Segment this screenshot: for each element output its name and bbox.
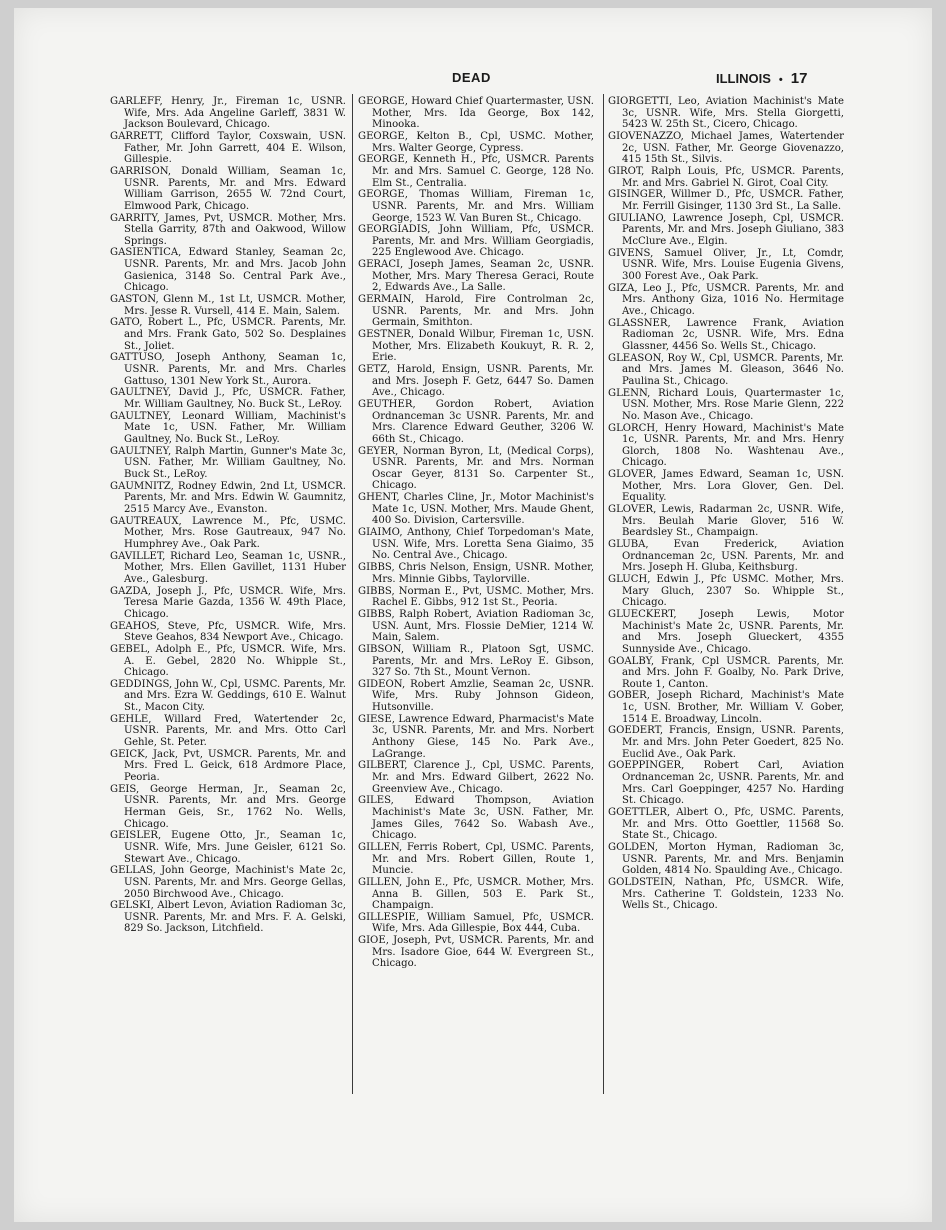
casualty-entry: GIROT, Ralph Louis, Pfc, USMCR. Parents, Mr. and Mrs. Gabriel N. Girot, Coal City.	[608, 165, 844, 189]
casualty-entry: GAULTNEY, Leonard William, Machinist's Mate 1c, USN. Father, Mr. William Gaultney, No. Buck St., LeRoy.	[110, 410, 346, 445]
casualty-entry: GETZ, Harold, Ensign, USNR. Parents, Mr. and Mrs. Joseph F. Getz, 6447 So. Damen Ave., Chicago.	[358, 364, 594, 399]
casualty-entry: GOALBY, Frank, Cpl USMCR. Parents, Mr. and Mrs. John F. Goalby, No. Park Drive, Route 1, Canton.	[608, 655, 844, 690]
casualty-entry: GEHLE, Willard Fred, Watertender 2c, USNR. Parents, Mr. and Mrs. Otto Carl Gehle, St. Peter.	[110, 713, 346, 749]
casualty-entry: GASIENTICA, Edward Stanley, Seaman 2c, USNR. Parents, Mr. and Mrs. Jacob John Gasienica, 3148 So. Central Park Ave., Chicago.	[110, 247, 346, 294]
casualty-entry: GEISLER, Eugene Otto, Jr., Seaman 1c, USNR. Wife, Mrs. June Geisler, 6121 So. Stewart Ave., Chicago.	[110, 830, 346, 865]
casualty-entry: GIOVENAZZO, Michael James, Watertender 2c, USN. Father, Mr. George Giovenazzo, 415 15th St., Silvis.	[608, 130, 844, 166]
casualty-entry: GEORGE, Kelton B., Cpl, USMC. Mother, Mrs. Walter George, Cypress.	[358, 130, 594, 154]
casualty-entry: GOEPPINGER, Robert Carl, Aviation Ordnanceman 2c, USNR. Parents, Mr. and Mrs. Carl Goeppinger, 4257 No. Harding St. Chicago.	[608, 760, 844, 807]
casualty-entry: GARLEFF, Henry, Jr., Fireman 1c, USNR. Wife, Mrs. Ada Angeline Garleff, 3831 W. Jackson Boulevard, Chicago.	[110, 96, 346, 131]
casualty-entry: GOEDERT, Francis, Ensign, USNR. Parents, Mr. and Mrs. John Peter Goedert, 825 No. Euclid Ave., Oak Park.	[608, 725, 844, 760]
casualty-entry: GAVILLET, Richard Leo, Seaman 1c, USNR., Mother, Mrs. Ellen Gavillet, 1131 Huber Ave., Galesburg.	[110, 550, 346, 585]
casualty-entry: GARRETT, Clifford Taylor, Coxswain, USN. Father, Mr. John Garrett, 404 E. Wilson, Gillespie.	[110, 130, 346, 166]
casualty-entry: GLUECKERT, Joseph Lewis, Motor Machinist's Mate 2c, USNR. Parents, Mr. and Mrs. Joseph Glueckert, 4355 Sunnyside Ave., Chicago.	[608, 608, 844, 655]
casualty-entry: GIZA, Leo J., Pfc, USMCR. Parents, Mr. and Mrs. Anthony Giza, 1016 No. Hermitage Ave., Chicago.	[608, 282, 844, 317]
casualty-entry: GIOE, Joseph, Pvt, USMCR. Parents, Mr. and Mrs. Isadore Gioe, 644 W. Evergreen St., Chicago.	[358, 935, 594, 970]
casualty-entry: GIBBS, Ralph Robert, Aviation Radioman 3c, USN. Aunt, Mrs. Flossie DeMier, 1214 W. Main, Salem.	[358, 608, 594, 644]
casualty-entry: GLASSNER, Lawrence Frank, Aviation Radioman 2c, USNR. Wife, Mrs. Edna Glassner, 4456 So. Wells St., Chicago.	[608, 317, 844, 352]
casualty-entry: GEORGE, Kenneth H., Pfc, USMCR. Parents Mr. and Mrs. Samuel C. George, 128 No. Elm St., Centralia.	[358, 154, 594, 189]
casualty-entry: GIDEON, Robert Amzlie, Seaman 2c, USNR. Wife, Mrs. Ruby Johnson Gideon, Hutsonville.	[358, 678, 594, 714]
casualty-entry: GEDDINGS, John W., Cpl, USMC. Parents, Mr. and Mrs. Ezra W. Geddings, 610 E. Walnut St., Macon City.	[110, 678, 346, 714]
casualty-entry: GEORGE, Thomas William, Fireman 1c, USNR. Parents, Mr. and Mrs. William George, 1523 W. Van Buren St., Chicago.	[358, 189, 594, 224]
casualty-entry: GARRITY, James, Pvt, USMCR. Mother, Mrs. Stella Garrity, 87th and Oakwood, Willow Springs.	[110, 212, 346, 247]
casualty-entry: GLOVER, James Edward, Seaman 1c, USN. Mother, Mrs. Lora Glover, Gen. Del. Equality.	[608, 469, 844, 504]
casualty-entry: GLUBA, Evan Frederick, Aviation Ordnanceman 2c, USN. Parents, Mr. and Mrs. Joseph H. Gluba, Keithsburg.	[608, 539, 844, 574]
casualty-entry: GEICK, Jack, Pvt, USMCR. Parents, Mr. and Mrs. Fred L. Geick, 618 Ardmore Place, Peoria.	[110, 748, 346, 783]
document-page	[14, 8, 932, 1222]
column-3	[608, 96, 844, 912]
casualty-entry: GEIS, George Herman, Jr., Seaman 2c, USNR. Parents, Mr. and Mrs. George Herman Geis, Sr., 1762 No. Wells, Chicago.	[110, 783, 346, 830]
casualty-entry: GELSKI, Albert Levon, Aviation Radioman 3c, USNR. Parents, Mr. and Mrs. F. A. Gelski, 829 So. Jackson, Litchfield.	[110, 900, 346, 935]
casualty-entry: GISINGER, Willmer D., Pfc, USMCR. Father, Mr. Ferrill Gisinger, 1130 3rd St., La Salle.	[608, 189, 844, 212]
casualty-entry: GEORGIADIS, John William, Pfc, USMCR. Parents, Mr. and Mrs. William Georgiadis, 225 Englewood Ave. Chicago.	[358, 224, 594, 259]
casualty-entry: GLENN, Richard Louis, Quartermaster 1c, USN. Mother, Mrs. Rose Marie Glenn, 222 No. Mason Ave., Chicago.	[608, 387, 844, 422]
casualty-entry: GEORGE, Howard Chief Quartermaster, USN. Mother, Mrs. Ida George, Box 142, Minooka.	[358, 96, 594, 131]
header-bullet: •	[778, 74, 783, 86]
casualty-entry: GARRISON, Donald William, Seaman 1c, USNR. Parents, Mr. and Mrs. Edward William Garrison, 2655 W. 72nd Court, Elmwood Park, Chicago.	[110, 165, 346, 212]
page-number: 17	[790, 70, 808, 87]
casualty-entry: GIBBS, Norman E., Pvt, USMC. Mother, Mrs. Rachel E. Gibbs, 912 1st St., Peoria.	[358, 585, 594, 609]
casualty-entry: GAZDA, Joseph J., Pfc, USMCR. Wife, Mrs. Teresa Marie Gazda, 1356 W. 49th Place, Chicago.	[110, 585, 346, 620]
casualty-entry: GEUTHER, Gordon Robert, Aviation Ordnanceman 3c USNR. Parents, Mr. and Mrs. Clarence Edward Geuther, 3206 W. 66th St., Chicago.	[358, 399, 594, 445]
casualty-entry: GIBSON, William R., Platoon Sgt, USMC. Parents, Mr. and Mrs. LeRoy E. Gibson, 327 So. 7th St., Mount Vernon.	[358, 643, 594, 679]
column-2	[358, 96, 594, 970]
casualty-entry: GEAHOS, Steve, Pfc, USMCR. Wife, Mrs. Steve Geahos, 834 Newport Ave., Chicago.	[110, 620, 346, 644]
casualty-entry: GASTON, Glenn M., 1st Lt, USMCR. Mother, Mrs. Jesse R. Vursell, 414 E. Main, Salem.	[110, 294, 346, 317]
column-1	[110, 96, 346, 935]
casualty-entry: GELLAS, John George, Machinist's Mate 2c, USN. Parents, Mr. and Mrs. George Gellas, 2050 Birchwood Ave., Chicago.	[110, 865, 346, 900]
casualty-entry: GILES, Edward Thompson, Aviation Machinist's Mate 3c, USN. Father, Mr. James Giles, 7642 So. Wabash Ave., Chicago.	[358, 795, 594, 842]
casualty-entry: GAULTNEY, Ralph Martin, Gunner's Mate 3c, USN. Father, Mr. William Gaultney, No. Buck St., LeRoy.	[110, 445, 346, 480]
casualty-entry: GAUTREAUX, Lawrence M., Pfc, USMC. Mother, Mrs. Rose Gautreaux, 947 No. Humphrey Ave., Oak Park.	[110, 515, 346, 550]
casualty-entry: GLOVER, Lewis, Radarman 2c, USNR. Wife, Mrs. Beulah Marie Glover, 516 W. Beardsley St., Champaign.	[608, 504, 844, 539]
casualty-entry: GILLEN, John E., Pfc, USMCR. Mother, Mrs. Anna B. Gillen, 503 E. Park St., Champaign.	[358, 876, 594, 912]
casualty-entry: GOBER, Joseph Richard, Machinist's Mate 1c, USN. Brother, Mr. William V. Gober, 1514 E. Broadway, Lincoln.	[608, 690, 844, 725]
casualty-entry: GAULTNEY, David J., Pfc, USMCR. Father, Mr. William Gaultney, No. Buck St., LeRoy.	[110, 387, 346, 410]
casualty-entry: GILLESPIE, William Samuel, Pfc, USMCR. Wife, Mrs. Ada Gillespie, Box 444, Cuba.	[358, 911, 594, 935]
casualty-entry: GLUCH, Edwin J., Pfc USMC. Mother, Mrs. Mary Gluch, 2307 So. Whipple St., Chicago.	[608, 573, 844, 609]
state-heading: ILLINOIS	[716, 71, 771, 86]
casualty-entry: GIBBS, Chris Nelson, Ensign, USNR. Mother, Mrs. Minnie Gibbs, Taylorville.	[358, 562, 594, 585]
casualty-entry: GATO, Robert L., Pfc, USMCR. Parents, Mr. and Mrs. Frank Gato, 502 So. Desplaines St., Joliet.	[110, 317, 346, 352]
casualty-entry: GESTNER, Donald Wilbur, Fireman 1c, USN. Mother, Mrs. Elizabeth Koukuyt, R. R. 2, Erie.	[358, 329, 594, 364]
casualty-entry: GIORGETTI, Leo, Aviation Machinist's Mate 3c, USNR. Wife, Mrs. Stella Giorgetti, 5423 W. 25th St., Cicero, Chicago.	[608, 96, 844, 131]
casualty-entry: GATTUSO, Joseph Anthony, Seaman 1c, USNR. Parents, Mr. and Mrs. Charles Gattuso, 1301 New York St., Aurora.	[110, 352, 346, 387]
casualty-entry: GOLDEN, Morton Hyman, Radioman 3c, USNR. Parents, Mr. and Mrs. Benjamin Golden, 4814 No. Spaulding Ave., Chicago.	[608, 841, 844, 877]
casualty-entry: GIVENS, Samuel Oliver, Jr., Lt, Comdr, USNR. Wife, Mrs. Louise Eugenia Givens, 300 Forest Ave., Oak Park.	[608, 247, 844, 282]
casualty-entry: GILBERT, Clarence J., Cpl, USMC. Parents, Mr. and Mrs. Edward Gilbert, 2622 No. Greenview Ave., Chicago.	[358, 760, 594, 795]
casualty-entry: GIAIMO, Anthony, Chief Torpedoman's Mate, USN. Wife, Mrs. Loretta Sena Giaimo, 35 No. Central Ave., Chicago.	[358, 527, 594, 562]
casualty-entry: GERACI, Joseph James, Seaman 2c, USNR. Mother, Mrs. Mary Theresa Geraci, Route 2, Edwards Ave., La Salle.	[358, 259, 594, 294]
running-header	[716, 70, 807, 87]
casualty-entry: GLORCH, Henry Howard, Machinist's Mate 1c, USNR. Parents, Mr. and Mrs. Henry Glorch, 1808 No. Washtenau Ave., Chicago.	[608, 422, 844, 469]
casualty-entry: GEYER, Norman Byron, Lt, (Medical Corps), USNR. Parents, Mr. and Mrs. Norman Oscar Geyer, 8131 So. Carpenter St., Chicago.	[358, 445, 594, 492]
casualty-entry: GERMAIN, Harold, Fire Controlman 2c, USNR. Parents, Mr. and Mrs. John Germain, Smithton.	[358, 294, 594, 329]
section-heading: DEAD	[452, 70, 491, 85]
casualty-entry: GIESE, Lawrence Edward, Pharmacist's Mate 3c, USNR. Parents, Mr. and Mrs. Norbert Anthony Giese, 145 No. Park Ave., LaGrange.	[358, 713, 594, 760]
casualty-entry: GEBEL, Adolph E., Pfc, USMCR. Wife, Mrs. A. E. Gebel, 2820 No. Whipple St., Chicago.	[110, 643, 346, 679]
casualty-entry: GHENT, Charles Cline, Jr., Motor Machinist's Mate 1c, USN. Mother, Mrs. Maude Ghent, 400 So. Division, Cartersville.	[358, 492, 594, 527]
casualty-entry: GOETTLER, Albert O., Pfc, USMC. Parents, Mr. and Mrs. Otto Goettler, 11568 So. State St., Chicago.	[608, 806, 844, 842]
casualty-entry: GIULIANO, Lawrence Joseph, Cpl, USMCR. Parents, Mr. and Mrs. Joseph Giuliano, 383 McClure Ave., Elgin.	[608, 212, 844, 247]
casualty-entry: GLEASON, Roy W., Cpl, USMCR. Parents, Mr. and Mrs. James M. Gleason, 3646 No. Paulina St., Chicago.	[608, 352, 844, 387]
column-divider	[352, 94, 353, 1094]
casualty-entry: GILLEN, Ferris Robert, Cpl, USMC. Parents, Mr. and Mrs. Robert Gillen, Route 1, Muncie.	[358, 841, 594, 877]
casualty-entry: GAUMNITZ, Rodney Edwin, 2nd Lt, USMCR. Parents, Mr. and Mrs. Edwin W. Gaumnitz, 2515 Marcy Ave., Evanston.	[110, 480, 346, 515]
column-divider	[603, 94, 604, 1094]
casualty-entry: GOLDSTEIN, Nathan, Pfc, USMCR. Wife, Mrs. Catherine T. Goldstein, 1233 No. Wells St., Chicago.	[608, 876, 844, 912]
